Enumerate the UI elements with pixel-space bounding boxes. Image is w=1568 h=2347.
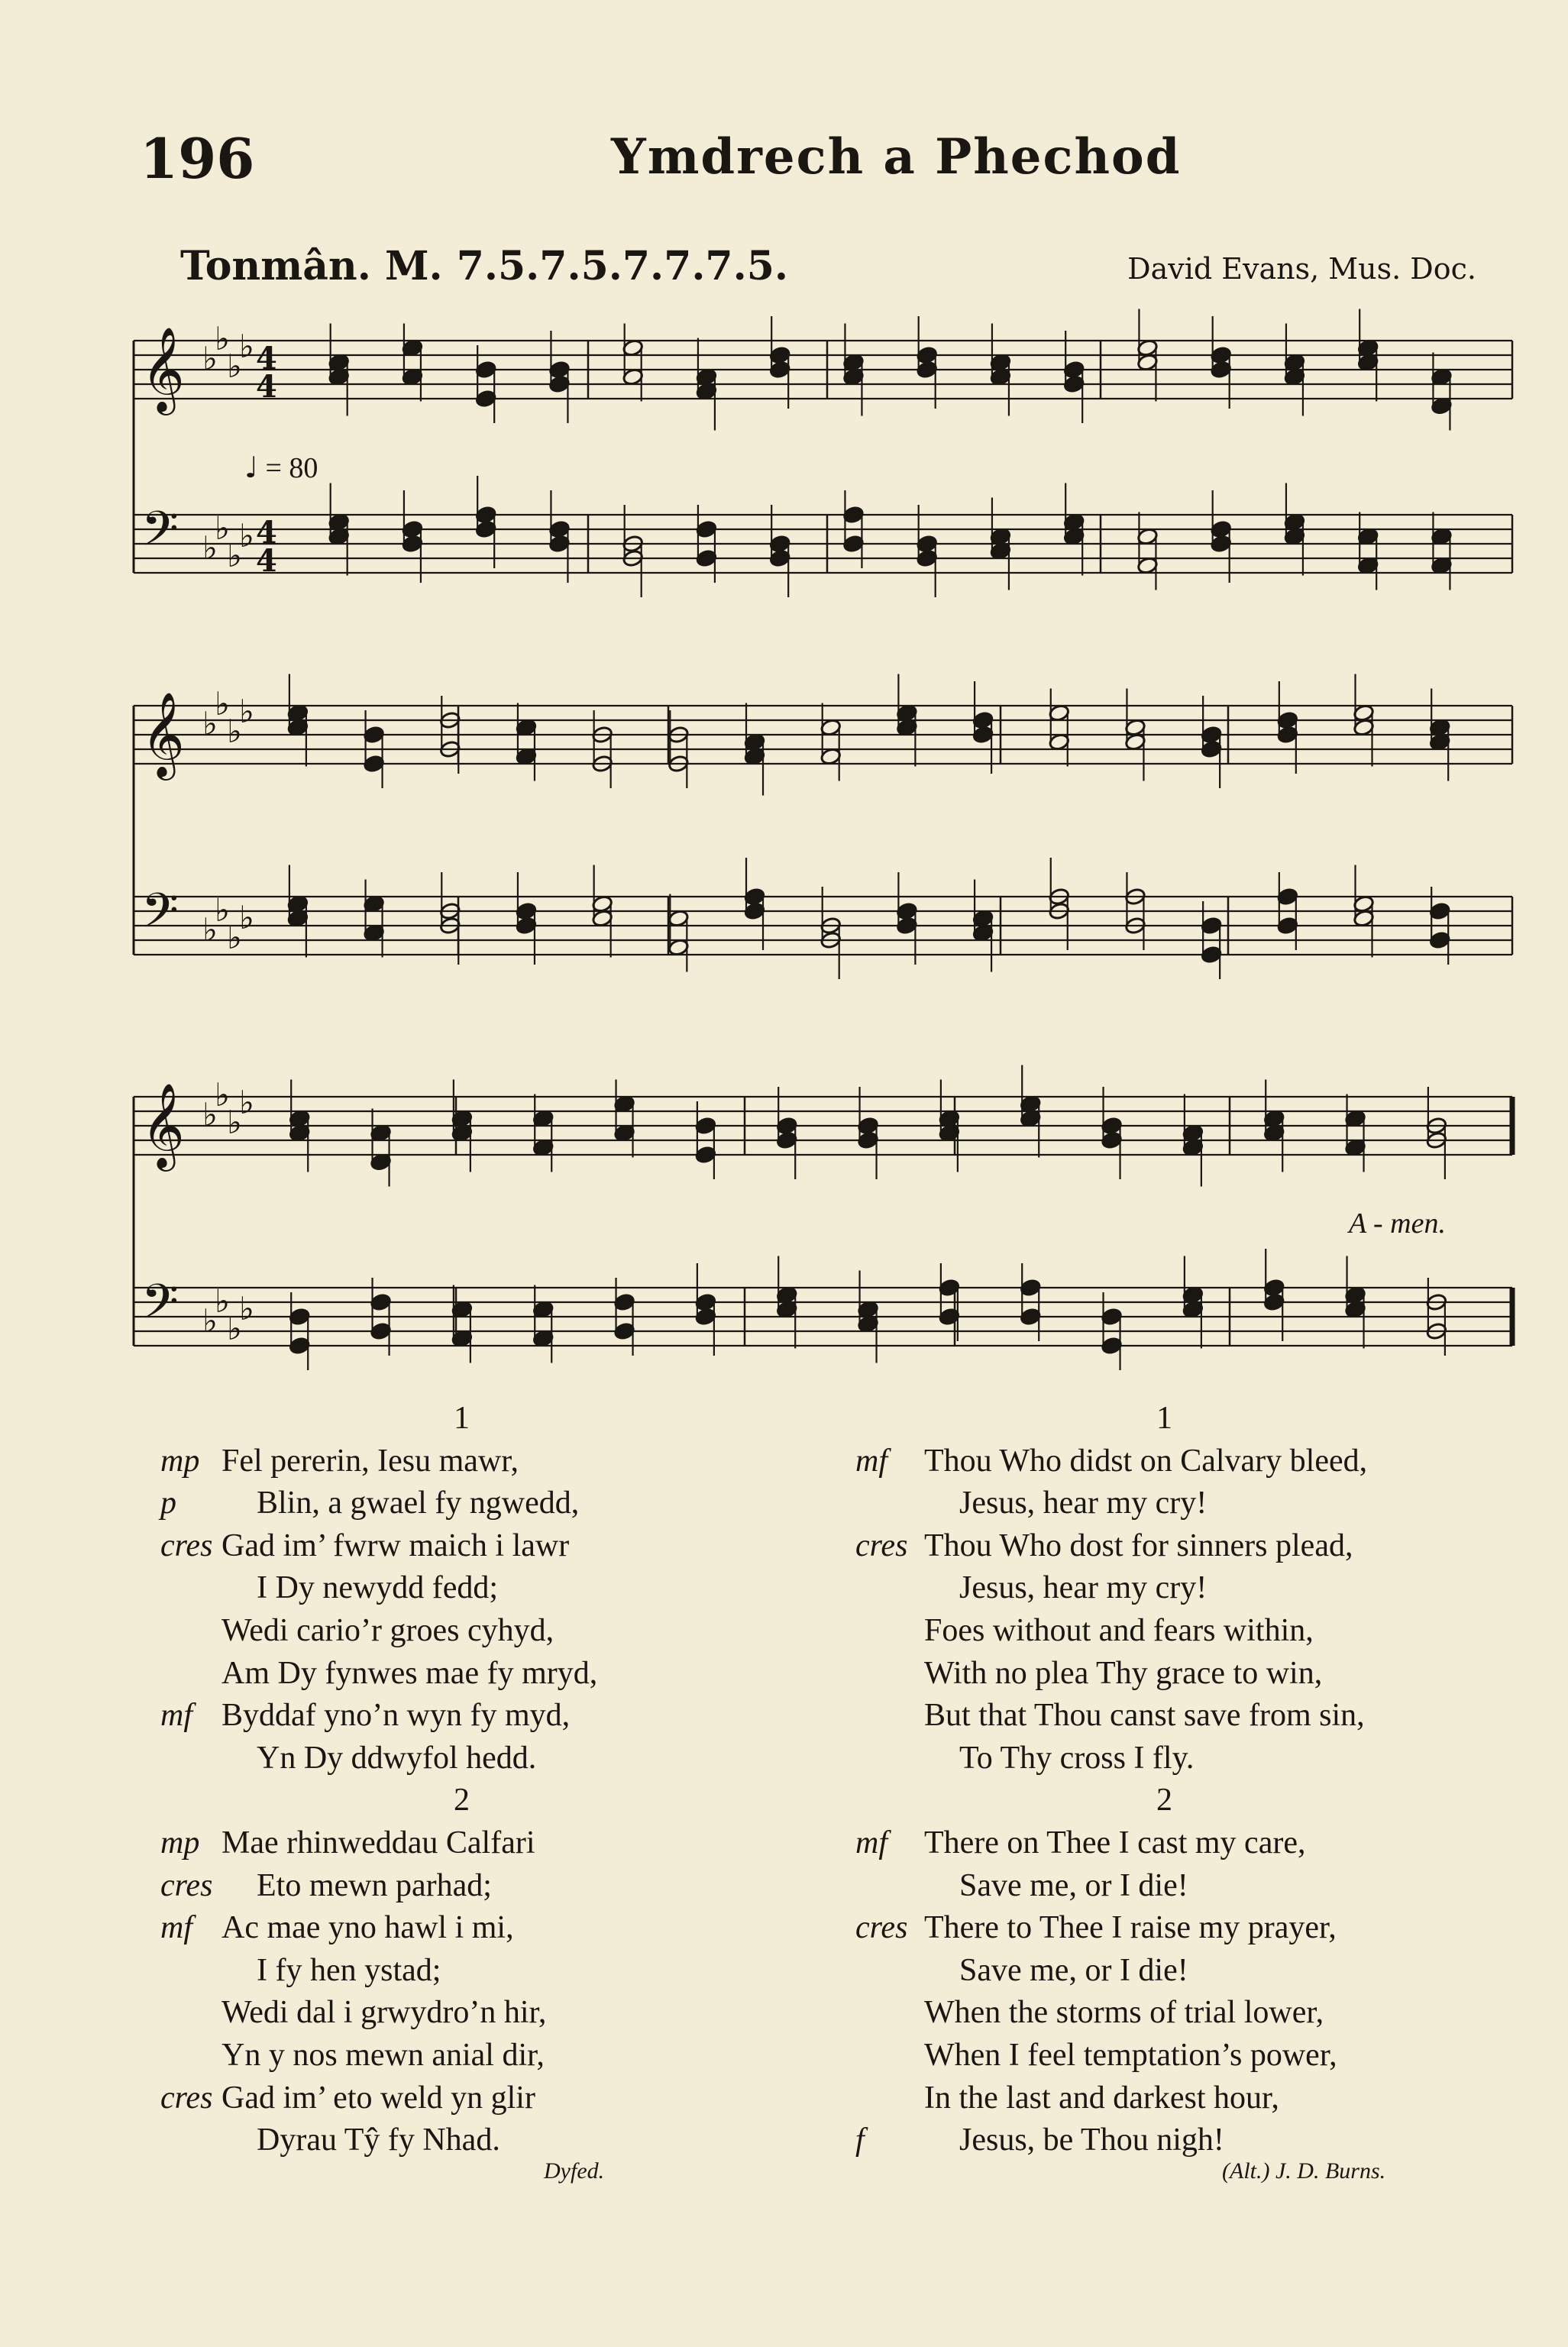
verse-line: [848, 1822, 1482, 1865]
lyric-text: Gad im’ eto weld yn glir: [221, 2080, 535, 2116]
dynamic-marking: cres: [855, 1910, 908, 1946]
verse-line: [145, 1567, 726, 1610]
verse-line: [145, 1482, 726, 1525]
lyric-text: I Dy newydd fedd;: [257, 1570, 499, 1606]
verse-number: 2: [1156, 1783, 1172, 1818]
verse-line: [848, 1610, 1482, 1653]
time-signature: 4: [256, 369, 277, 405]
english-hymn-text: [848, 1398, 1482, 2162]
welsh-hymn-text: [145, 1398, 726, 2162]
flat-icon: ♭: [215, 320, 230, 357]
flat-icon: ♭: [202, 529, 218, 567]
dynamic-marking: mp: [160, 1825, 200, 1860]
page-number: 196: [140, 126, 255, 191]
lyric-text: Jesus, hear my cry!: [959, 1485, 1208, 1521]
treble-clef-icon: 𝄞: [141, 1082, 185, 1168]
lyric-text: Yn Dy ddwyfol hedd.: [257, 1740, 537, 1776]
lyric-text: Jesus, hear my cry!: [959, 1570, 1208, 1606]
verse-line: [145, 2077, 726, 2120]
flat-icon: ♭: [239, 899, 254, 936]
welsh-author-credit: Dyfed.: [544, 2158, 605, 2184]
lyric-text: With no plea Thy grace to win,: [924, 1655, 1323, 1691]
lyric-text: There to Thee I raise my prayer,: [924, 1910, 1337, 1946]
verse-line: [145, 2035, 726, 2077]
time-signature: 4: [256, 341, 277, 377]
verse-line: [848, 1482, 1482, 1525]
flat-icon: ♭: [239, 693, 254, 730]
verse-number: 1: [1156, 1401, 1172, 1436]
verse-line: [145, 1950, 726, 1993]
time-signature: 4: [256, 543, 277, 579]
lyric-text: Mae rhinweddau Calfari: [221, 1825, 535, 1860]
lyric-text: Fel pererin, Iesu mawr,: [221, 1443, 519, 1479]
flat-icon: ♭: [215, 1282, 230, 1320]
lyric-text: When the storms of trial lower,: [924, 1995, 1324, 2031]
composer-credit: David Evans, Mus. Doc.: [1127, 252, 1476, 286]
dynamic-marking: f: [855, 2122, 865, 2158]
lyric-text: Am Dy fynwes mae fy mryd,: [221, 1655, 598, 1691]
lyric-text: Save me, or I die!: [959, 1867, 1188, 1903]
verse-line: [848, 1695, 1482, 1738]
lyric-text: Eto mewn parhad;: [257, 1867, 492, 1903]
lyric-text: Thou Who dost for sinners plead,: [924, 1527, 1353, 1563]
lyric-text: In the last and darkest hour,: [924, 2080, 1279, 2116]
lyric-text: Thou Who didst on Calvary bleed,: [924, 1443, 1368, 1479]
verse-line: [145, 1992, 726, 2035]
lyric-text: There on Thee I cast my care,: [924, 1825, 1306, 1860]
treble-clef-icon: 𝄞: [141, 691, 185, 777]
verse-line: [848, 2077, 1482, 2120]
verse-line: [145, 1440, 726, 1483]
verse-number: 2: [454, 1783, 470, 1818]
lyric-text: Blin, a gwael fy ngwedd,: [257, 1485, 580, 1521]
flat-icon: ♭: [215, 891, 230, 929]
lyric-text: Save me, or I die!: [959, 1952, 1188, 1988]
dynamic-marking: p: [160, 1485, 176, 1521]
verse-line: [848, 1950, 1482, 1993]
lyric-text: Byddaf yno’n wyn fy myd,: [221, 1698, 571, 1734]
dynamic-marking: mf: [160, 1698, 192, 1734]
running-title: Ymdrech a Phechod: [611, 128, 1182, 186]
verse-line: [848, 1567, 1482, 1610]
flat-icon: ♭: [202, 340, 218, 377]
verse-line: [145, 1525, 726, 1568]
verse-line: [848, 1738, 1482, 1780]
flat-icon: ♭: [215, 509, 230, 547]
flat-icon: ♭: [239, 328, 254, 365]
dynamic-marking: mf: [160, 1910, 192, 1946]
bass-clef-icon: 𝄢: [141, 882, 179, 950]
verse-line: [848, 2119, 1482, 2162]
flat-icon: ♭: [227, 348, 242, 385]
dynamic-marking: cres: [160, 1527, 213, 1563]
verse-line: [145, 2119, 726, 2162]
tempo-marking: [244, 451, 318, 485]
verse-line: [145, 1865, 726, 1908]
lyric-text: Gad im’ fwrw maich i lawr: [221, 1527, 570, 1563]
dynamic-marking: mf: [855, 1825, 887, 1860]
lyric-text: Wedi dal i grwydro’n hir,: [221, 1995, 547, 2031]
verse-number: 1: [454, 1401, 470, 1436]
flat-icon: ♭: [239, 1290, 254, 1327]
lyric-text: I fy hen ystad;: [257, 1952, 441, 1988]
quarter-note-icon: ♩: [244, 451, 258, 484]
lyric-text: Jesus, be Thou nigh!: [959, 2122, 1224, 2158]
flat-icon: ♭: [202, 705, 218, 742]
bass-clef-icon: 𝄢: [141, 1273, 179, 1341]
dynamic-marking: cres: [855, 1527, 908, 1563]
flat-icon: ♭: [227, 537, 242, 574]
lyric-text: Dyrau Tŷ fy Nhad.: [257, 2122, 500, 2158]
lyric-text: Yn y nos mewn anial dir,: [221, 2037, 545, 2073]
verse-line: [145, 1738, 726, 1780]
english-author-credit: (Alt.) J. D. Burns.: [1222, 2158, 1386, 2184]
flat-icon: ♭: [202, 1096, 218, 1133]
flat-icon: ♭: [227, 1310, 242, 1347]
dynamic-marking: cres: [160, 2080, 213, 2116]
verse-line: [145, 1610, 726, 1653]
score-systems: [134, 309, 1512, 1371]
treble-clef-icon: 𝄞: [141, 326, 185, 412]
tempo-value: = 80: [265, 452, 318, 484]
verse-line: [848, 1865, 1482, 1908]
bass-clef-icon: 𝄢: [141, 500, 179, 568]
verse-line: [145, 1907, 726, 1950]
lyric-text: Wedi cario’r groes cyhyd,: [221, 1612, 554, 1648]
verse-line: [848, 1907, 1482, 1950]
flat-icon: ♭: [202, 911, 218, 949]
dynamic-marking: mf: [855, 1443, 887, 1479]
flat-icon: ♭: [227, 1104, 242, 1141]
lyric-text: Foes without and fears within,: [924, 1612, 1314, 1648]
verse-line: [848, 2035, 1482, 2077]
tune-name: Tonmân. M. 7.5.7.5.7.7.7.5.: [180, 243, 788, 289]
dynamic-marking: mp: [160, 1443, 200, 1479]
verse-line: [848, 1992, 1482, 2035]
flat-icon: ♭: [215, 1076, 230, 1114]
verse-line: [145, 1822, 726, 1865]
verse-line: [145, 1653, 726, 1696]
time-signature: 4: [256, 515, 277, 551]
amen-text: A - men.: [1349, 1207, 1446, 1240]
flat-icon: ♭: [215, 685, 230, 723]
lyric-text: Ac mae yno hawl i mi,: [221, 1910, 514, 1946]
lyric-text: When I feel temptation’s power,: [924, 2037, 1337, 2073]
flat-icon: ♭: [227, 713, 242, 750]
verse-line: [848, 1653, 1482, 1696]
lyric-text: To Thy cross I fly.: [959, 1740, 1195, 1776]
flat-icon: ♭: [202, 1302, 218, 1340]
flat-icon: ♭: [239, 1084, 254, 1121]
flat-icon: ♭: [239, 517, 254, 554]
verse-line: [145, 1695, 726, 1738]
verse-line: [848, 1440, 1482, 1483]
verse-line: [848, 1525, 1482, 1568]
dynamic-marking: cres: [160, 1867, 213, 1903]
lyric-text: But that Thou canst save from sin,: [924, 1698, 1365, 1734]
flat-icon: ♭: [227, 919, 242, 956]
